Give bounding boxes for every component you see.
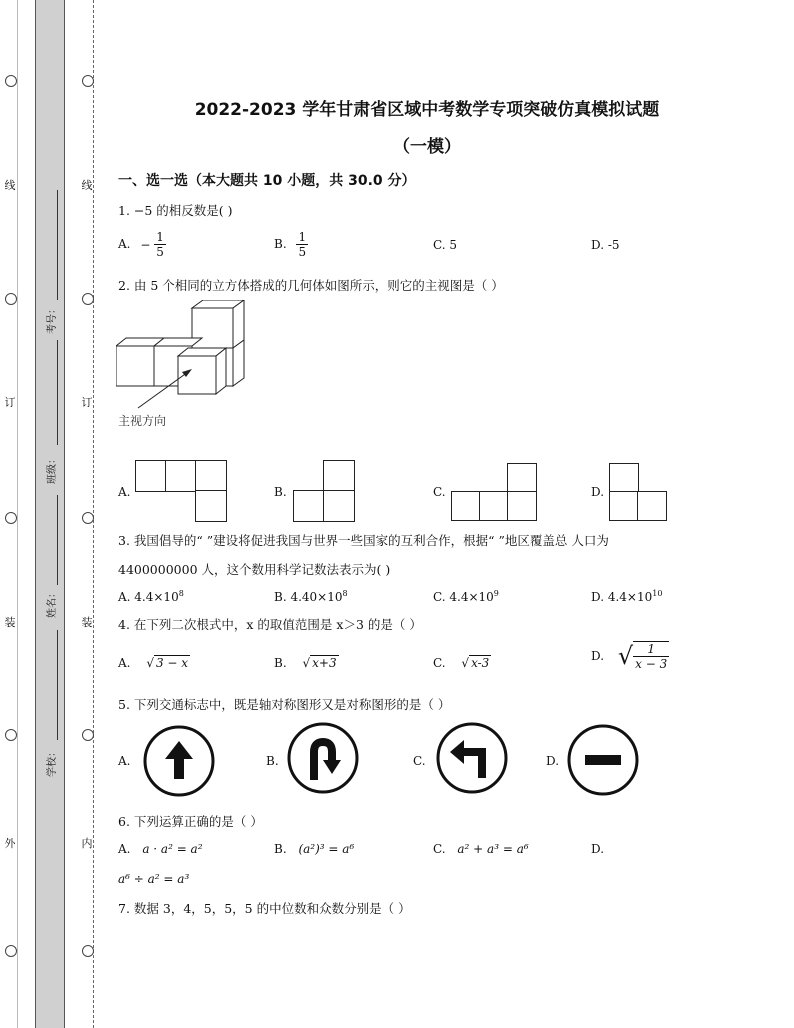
fraction bbox=[154, 230, 166, 259]
view-square bbox=[609, 463, 639, 493]
sqrt-sign: √ bbox=[302, 656, 311, 670]
field-underline bbox=[57, 495, 58, 585]
option-label: A. bbox=[118, 237, 131, 251]
figure-caption: 主视方向 bbox=[118, 414, 167, 428]
option-expression: a² + a³ = a⁶ bbox=[457, 842, 529, 856]
denominator: x − 3 bbox=[635, 657, 668, 671]
view-square bbox=[195, 490, 227, 522]
margin-char: 线 bbox=[4, 179, 16, 192]
page-subtitle: （一模） bbox=[393, 137, 461, 157]
view-square bbox=[451, 491, 481, 521]
u-turn-sign-icon bbox=[287, 722, 359, 794]
q2-option-b-label[interactable]: B. bbox=[274, 485, 287, 499]
margin-char: 内 bbox=[81, 837, 93, 850]
option-label: B. bbox=[274, 842, 287, 856]
field-underline bbox=[57, 340, 58, 445]
binding-hole bbox=[82, 75, 94, 87]
q3-option-d[interactable] bbox=[591, 589, 662, 604]
field-underline bbox=[57, 190, 58, 300]
option-label: C. bbox=[433, 656, 446, 670]
q6-option-d-expression: a⁶ ÷ a² = a³ bbox=[118, 872, 190, 886]
option-expression: (a²)³ = a⁶ bbox=[298, 842, 355, 856]
question-3-stem-line1: 3. 我国倡导的“ ”建设将促进我国与世界一些国家的互利合作，根据“ ”地区覆盖总 人口为 bbox=[118, 533, 609, 548]
exponent: 8 bbox=[178, 589, 184, 598]
binding-hole bbox=[82, 293, 94, 305]
q1-option-d[interactable]: D. -5 bbox=[591, 238, 620, 252]
option-expression: a · a² = a² bbox=[142, 842, 203, 856]
field-class: 班级： bbox=[47, 454, 58, 484]
option-label: D. bbox=[591, 649, 605, 663]
binding-hole bbox=[5, 75, 17, 87]
section-heading: 一、选一选（本大题共 10 小题，共 30.0 分） bbox=[118, 173, 416, 189]
numerator: 1 bbox=[156, 230, 164, 244]
binding-hole bbox=[82, 945, 94, 957]
view-square bbox=[637, 491, 667, 521]
radicand: x-3 bbox=[471, 656, 490, 670]
option-label: A. bbox=[118, 656, 131, 670]
view-square bbox=[507, 491, 537, 521]
question-3-stem-line2: 4400000000 人，这个数用科学记数法表示为( ) bbox=[118, 562, 391, 577]
radicand: x+3 bbox=[312, 656, 337, 670]
margin-char: 装 bbox=[4, 616, 16, 629]
fraction bbox=[296, 230, 308, 259]
view-square bbox=[507, 463, 537, 493]
q3-option-b[interactable] bbox=[274, 589, 348, 604]
view-square bbox=[165, 460, 197, 492]
q2-option-c-label[interactable]: C. bbox=[433, 485, 446, 499]
sqrt-sign: √ bbox=[617, 642, 634, 670]
option-text: D. 4.4×10 bbox=[591, 590, 653, 604]
page-title: 2022-2023 学年甘肃省区域中考数学专项突破仿真模拟试题 bbox=[194, 100, 660, 120]
q6-option-c[interactable] bbox=[433, 842, 529, 856]
q5-option-c-label[interactable]: C. bbox=[413, 754, 426, 768]
margin-char: 装 bbox=[81, 616, 93, 629]
q6-option-a[interactable] bbox=[118, 842, 203, 856]
q1-option-b[interactable] bbox=[274, 230, 308, 259]
q6-option-d-label[interactable]: D. bbox=[591, 842, 605, 856]
view-square bbox=[323, 490, 355, 522]
option-label: B. bbox=[274, 656, 287, 670]
field-exam-number: 考号： bbox=[47, 304, 58, 334]
field-name: 姓名： bbox=[47, 588, 58, 618]
sqrt-sign: √ bbox=[461, 656, 470, 670]
option-label: A. bbox=[118, 842, 131, 856]
turn-left-sign-icon bbox=[436, 722, 508, 794]
binding-hole bbox=[82, 729, 94, 741]
fraction bbox=[633, 641, 669, 671]
view-square bbox=[195, 460, 227, 492]
q5-option-d-label[interactable]: D. bbox=[546, 754, 560, 768]
question-6-stem: 6. 下列运算正确的是（ ） bbox=[118, 814, 263, 829]
question-4-stem: 4. 在下列二次根式中，x 的取值范围是 x＞3 的是（ ） bbox=[118, 617, 422, 632]
arrow-up-sign-icon bbox=[143, 725, 215, 797]
q4-option-c[interactable] bbox=[433, 655, 491, 670]
binding-hole bbox=[5, 293, 17, 305]
margin-char: 外 bbox=[4, 837, 16, 850]
question-1-stem: 1. −5 的相反数是( ) bbox=[118, 203, 233, 218]
field-underline bbox=[57, 630, 58, 740]
numerator: 1 bbox=[633, 642, 669, 657]
question-5-stem: 5. 下列交通标志中，既是轴对称图形又是对称图形的是（ ） bbox=[118, 697, 451, 712]
option-text: A. 4.4×10 bbox=[118, 590, 179, 604]
q4-option-a[interactable] bbox=[118, 655, 190, 670]
exponent: 10 bbox=[652, 589, 663, 598]
q3-option-c[interactable] bbox=[433, 589, 499, 604]
view-square bbox=[135, 460, 167, 492]
q5-option-b-label[interactable]: B. bbox=[266, 754, 279, 768]
view-square bbox=[609, 491, 639, 521]
no-entry-sign-icon bbox=[567, 724, 639, 796]
q5-option-a-label[interactable]: A. bbox=[118, 754, 131, 768]
question-7-stem: 7. 数据 3，4，5，5，5 的中位数和众数分别是（ ） bbox=[118, 901, 411, 916]
view-square bbox=[479, 491, 509, 521]
q4-option-d[interactable] bbox=[591, 641, 669, 671]
q1-option-a[interactable] bbox=[118, 230, 166, 259]
option-label: B. bbox=[274, 237, 287, 251]
binding-hole bbox=[5, 512, 17, 524]
option-text: B. 4.40×10 bbox=[274, 590, 343, 604]
minus-sign: − bbox=[140, 237, 151, 252]
q6-option-b[interactable] bbox=[274, 842, 354, 856]
q2-option-a-label[interactable]: A. bbox=[118, 485, 131, 499]
q3-option-a[interactable] bbox=[118, 589, 184, 604]
sqrt-sign: √ bbox=[146, 656, 154, 670]
option-label: C. bbox=[433, 842, 446, 856]
margin-char: 线 bbox=[81, 179, 93, 192]
view-square bbox=[323, 460, 355, 492]
exponent: 8 bbox=[342, 589, 348, 598]
radicand: 3 − x bbox=[155, 656, 189, 670]
binding-hole bbox=[5, 945, 17, 957]
field-school: 学校： bbox=[47, 747, 58, 777]
q4-option-b[interactable] bbox=[274, 655, 339, 670]
q2-option-d-label[interactable]: D. bbox=[591, 485, 605, 499]
question-2-stem: 2. 由 5 个相同的立方体搭成的几何体如图所示，则它的主视图是（ ） bbox=[118, 278, 504, 293]
binding-hole bbox=[82, 512, 94, 524]
numerator: 1 bbox=[298, 230, 307, 244]
binding-hole bbox=[5, 729, 17, 741]
margin-char: 订 bbox=[81, 396, 93, 409]
q1-option-c[interactable]: C. 5 bbox=[433, 238, 458, 252]
denominator: 5 bbox=[156, 245, 164, 259]
denominator: 5 bbox=[298, 245, 307, 259]
margin-char: 订 bbox=[4, 396, 16, 409]
view-square bbox=[293, 490, 325, 522]
option-text: C. 4.4×10 bbox=[433, 590, 494, 604]
exponent: 9 bbox=[493, 589, 499, 598]
